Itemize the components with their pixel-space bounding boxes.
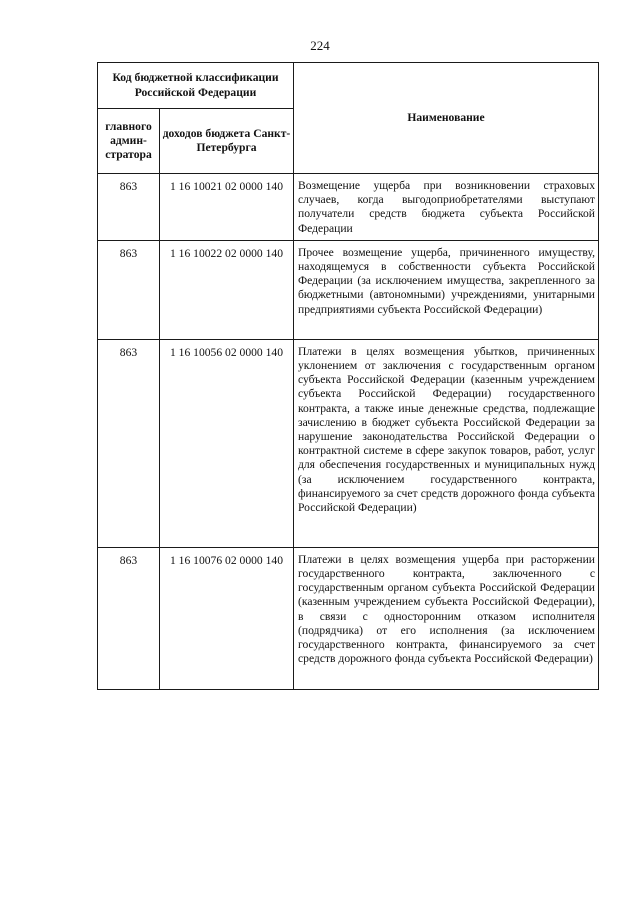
description-cell: Платежи в целях возмещения ущерба при расторжении государственного контракта, заключенного с государственным органом субъекта Российской Федерации (казенным учреждением субъекта Российской Федерации), в связи с односторонним отказом исполнителя (подрядчика) от его исполнения (за исключением государственного контракта, финансируемого за счет средств дорожного фонда субъекта Российской Федерации) xyxy=(294,547,599,689)
table-row xyxy=(98,174,599,241)
header-name: Наименование xyxy=(294,63,599,174)
header-row-top xyxy=(98,63,599,109)
budget-classification-table xyxy=(97,62,599,690)
header-group-label: Код бюджетной классификации Российской Федерации xyxy=(98,63,294,109)
table-row xyxy=(98,240,599,339)
income-code-cell: 1 16 10021 02 0000 140 xyxy=(160,174,294,241)
description-cell: Возмещение ущерба при возникновении страховых случаев, когда выгодоприобретателями выступают получатели средств бюджета субъекта Российской Федерации xyxy=(294,174,599,241)
table-row xyxy=(98,339,599,547)
table-row xyxy=(98,547,599,689)
page-number: 224 xyxy=(310,38,330,53)
header-admin: главного админ-стратора xyxy=(98,109,160,174)
income-code-cell: 1 16 10022 02 0000 140 xyxy=(160,240,294,339)
admin-code-cell: 863 xyxy=(98,547,160,689)
admin-code-cell: 863 xyxy=(98,174,160,241)
header-income: доходов бюджета Санкт-Петербурга xyxy=(160,109,294,174)
admin-code-cell: 863 xyxy=(98,240,160,339)
income-code-cell: 1 16 10076 02 0000 140 xyxy=(160,547,294,689)
description-cell: Платежи в целях возмещения убытков, причиненных уклонением от заключения с государственным органом субъекта Российской Федерации (казенным учреждением субъекта Российской Федерации) государственного контракта, а также иные денежные средства, подлежащие зачислению в бюджет субъекта Российской Федерации за нарушение законодательства Российской Федерации о контрактной системе в сфере закупок товаров, работ, услуг для обеспечения государственных и муниципальных нужд (за исключением государственного контракта, финансируемого за счет средств дорожного фонда субъекта Российской Федерации) xyxy=(294,339,599,547)
description-cell: Прочее возмещение ущерба, причиненного имуществу, находящемуся в собственности субъекта Российской Федерации (за исключением имущества, закрепленного за бюджетными (автономными) учреждениями, унитарными предприятиями субъекта Российской Федерации) xyxy=(294,240,599,339)
income-code-cell: 1 16 10056 02 0000 140 xyxy=(160,339,294,547)
admin-code-cell: 863 xyxy=(98,339,160,547)
